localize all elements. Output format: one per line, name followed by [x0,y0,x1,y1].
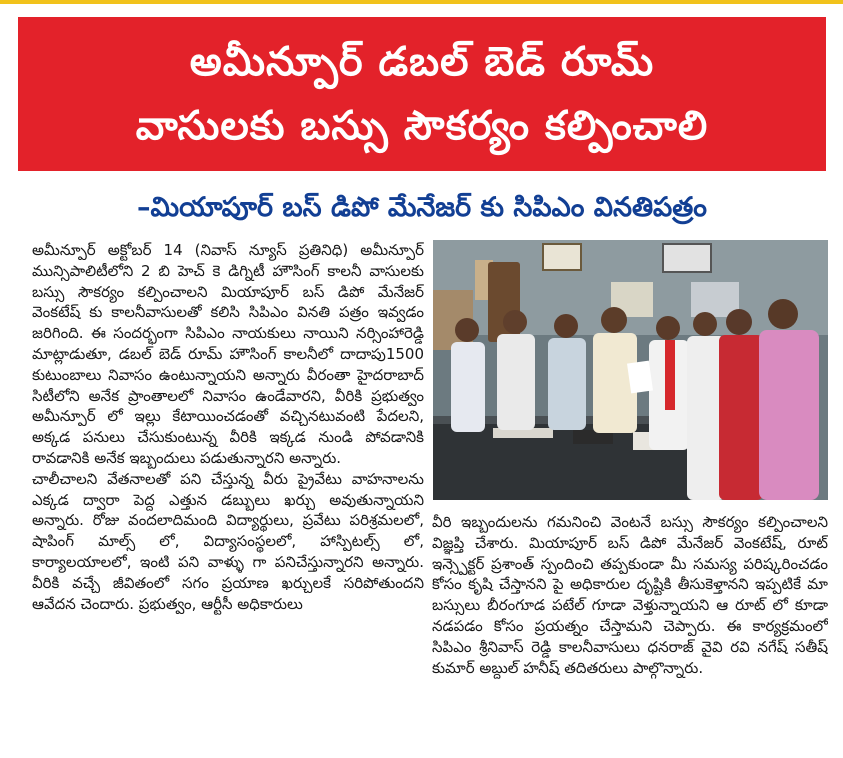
top-color-strip [0,0,843,4]
news-photo [433,240,828,500]
article-paragraph: చాలీచాలని వేతనాలతో పని చేస్తున్న వీరు ప్రైవేటు వాహనాలను ఎక్కడ ద్వారా పెద్ద ఎత్తున డబ్బులు ఖర్చు అవుతున్నాయని అన్నారు. రోజు వందలాదిమంది విద్యార్థులు, ప్రవేటు పరిశ్రమలలో, షాపింగ్ మాల్స్ లో, విద్యాసంస్థలలో, హాస్పిటల్స్ లో, కార్యాలయాలలో, ఇంటి పని వాళ్ళు గా పనిచేస్తున్నారని అన్నారు. వీరికి వచ్చే జీవితంలో సగం ప్రయాణ ఖర్చులకే సరిపోతుందని ఆవేదన చెందారు. ప్రభుత్వం, ఆర్టీసీ అధికారులు [32,469,424,613]
article-left-column [32,240,424,752]
subheadline: –మియాపూర్ బస్ డిపో మేనేజర్ కు సిపిఎం వినతిపత్రం [137,192,707,223]
headline-line-2: వాసులకు బస్సు సౌకర్యం కల్పించాలి [135,103,709,149]
article-paragraph: వీరి ఇబ్బందులను గమనించి వెంటనే బస్సు సౌకర్యం కల్పించాలని విజ్ఞప్తి చేశారు. మియాపూర్ బస్ డిపో మేనేజర్ వెంకటేష్, రూట్ ఇన్స్పెక్టర్ ప్రశాంత్ స్పందించి తప్పకుండా మీ సమస్య పరిష్కరించడం కోసం కృషి చేస్తానని పై అధికారుల దృష్టికి తీసుకెళ్తానని ఇప్పటికే మా బస్సులు బీరంగూడ పటేల్ గూడా వెళ్తున్నాయని ఆ రూట్ లో కూడా నడపడం కోసం ప్రయత్నం చేస్తామని చెప్పారు. ఈ కార్యక్రమంలో సిపిఎం శ్రీనివాస్ రెడ్డి కాలనీవాసులు ధనరాజ్ వైవి రవి నగేష్ సతీష్ కుమార్ అబ్దుల్ హనీష్ తదితరులు పాల్గొన్నారు. [432,513,828,677]
article-paragraph: అమీన్పూర్ అక్టోబర్ 14 (నివాస్ న్యూస్ ప్రతినిధి) అమీన్పూర్ మున్సిపాలిటీలోని 2 బి హెచ్ కె డిగ్నిటీ హౌసింగ్ కాలనీ వాసులకు బస్సు సౌకర్యం కల్పించాలని మియాపూర్ బస్ డిపో మేనేజర్ వెంకటేష్ కు కాలనీవాసులతో కలిసి సిపిఎం వినతి పత్రం ఇవ్వడం జరిగింది. ఈ సందర్భంగా సిపిఎం నాయకులు నాయిని నర్సింహారెడ్డి మాట్లాడుతూ, డబల్ బెడ్ రూమ్ హౌసింగ్ కాలనీలో దాదాపు1500 కుటుంబాలు నివాసం ఉంటున్నాయని అన్నారు వీరంతా హైదరాబాద్ సిటీలోని అనేక ప్రాంతాలలో నివాసం ఉండేవారని, వీరికి ప్రభుత్వం అమీన్పూర్ లో ఇల్లు కేటాయించడంతో వచ్చినటువంటి పేదలని, అక్కడ పనులు చేసుకుంటున్న వీరికి ఇక్కడ నుండి పోవడానికి రావడానికి అనేక ఇబ్బందులు పడుతున్నారని అన్నారు. [32,241,424,467]
group-photo-illustration [433,240,828,500]
headline-line-1: అమీన్పూర్ డబల్ బెడ్ రూమ్ [189,39,655,85]
headline-banner [18,17,826,171]
article-right-column [432,512,828,752]
